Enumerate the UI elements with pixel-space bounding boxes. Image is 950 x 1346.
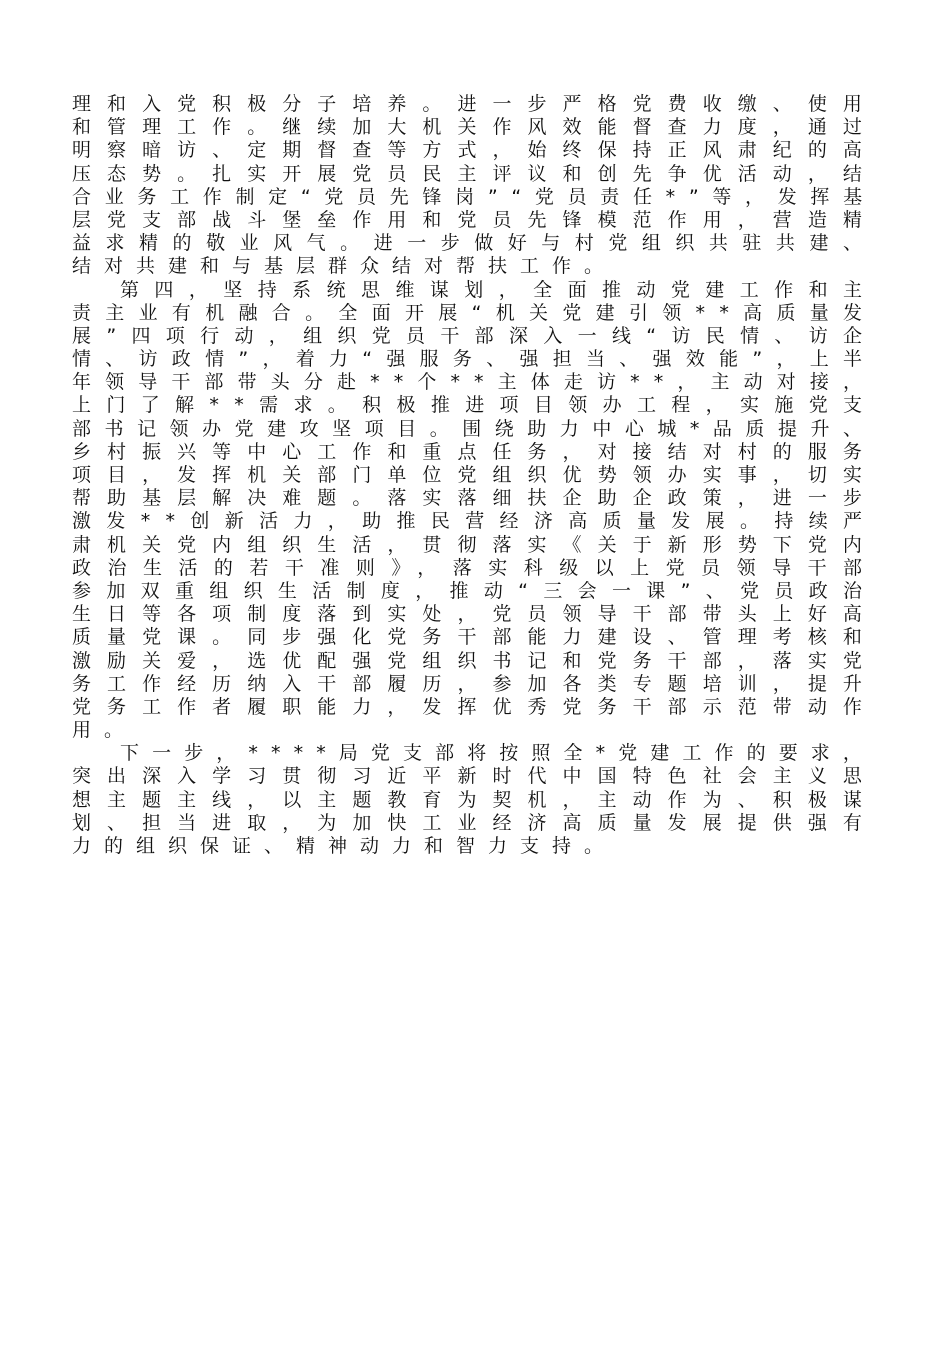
text-line: 力的组织保证、精神动力和智力支持。: [72, 835, 617, 857]
text-line: 生日等各项制度落到实处，党员领导干部带头上好高: [72, 603, 878, 626]
text-line: 党务工作者履职能力，发挥优秀党务干部示范带动作: [72, 695, 878, 718]
text-line: 上门了解**需求。积极推进项目领办工程，实施党支: [72, 394, 878, 417]
text-line: 合业务工作制定“党员先锋岗”“党员责任*”等，发挥基: [72, 185, 876, 208]
text-line: 帮助基层解决难题。落实落细扶企助企政策，进一步: [72, 487, 878, 510]
text-line: 想主题主线，以主题教育为契机，主动作为、积极谋: [72, 788, 878, 811]
text-line: 压态势。扎实开展党员民主评议和创先争优活动，结: [72, 162, 878, 185]
text-line: 项目，发挥机关部门单位党组织优势领办实事，切实: [72, 464, 878, 486]
text-line: 益求精的敬业风气。进一步做好与村党组织共驻共建、: [72, 232, 877, 255]
text-line: 务工作经历纳入干部履历，参加各类专题培训，提升: [72, 672, 878, 695]
text-line: 部书记领办党建攻坚项目。围绕助力中心城*品质提升、: [72, 417, 876, 440]
text-line: 突出深入学习贯彻习近平新时代中国特色社会主义思: [72, 765, 878, 788]
text-line: 结对共建和与基层群众结对帮扶工作。: [72, 255, 617, 278]
text-line: 和管理工作。继续加大机关作风效能督查力度，通过: [72, 116, 878, 139]
text-line: 激励关爱，选优配强党组织书记和党务干部，落实党: [72, 649, 878, 672]
text-line: 激发**创新活力，助推民营经济高质量发展。持续严: [72, 510, 878, 533]
text-line: 理和入党积极分子培养。进一步严格党费收缴、使用: [72, 93, 878, 115]
paragraph-first-line: 下一步，****局党支部将按照全*党建工作的要求，: [120, 742, 876, 765]
text-line: 肃机关党内组织生活，贯彻落实《关于新形势下党内: [72, 533, 878, 556]
text-line: 政治生活的若干准则》，落实科级以上党员领导干部: [72, 556, 879, 579]
text-line: 乡村振兴等中心工作和重点任务，对接结对村的服务: [72, 440, 878, 463]
text-line: 年领导干部带头分赴**个**主体走访**，主动对接，: [72, 371, 877, 394]
text-line: 层党支部战斗堡垒作用和党员先锋模范作用，营造精: [72, 208, 878, 231]
text-line: 参加双重组织生活制度，推动“三会一课”、党员政治: [72, 579, 878, 602]
text-line: 质量党课。同步强化党务干部能力建设、管理考核和: [72, 626, 878, 649]
body-text: [72, 93, 879, 858]
text-line: 明察暗访、定期督查等方式，始终保持正风肃纪的高: [72, 139, 878, 162]
text-line: 展”四项行动，组织党员干部深入一线“访民情、访企: [72, 324, 878, 347]
text-line: 划、担当进取，为加快工业经济高质量发展提供强有: [72, 811, 878, 834]
text-line: 责主业有机融合。全面开展“机关党建引领**高质量发: [72, 301, 877, 324]
text-line: 用。: [72, 719, 137, 742]
paragraph-first-line: 第四，坚持系统思维谋划，全面推动党建工作和主: [120, 278, 878, 301]
text-line: 情、访政情”，着力“强服务、强担当、强效能”，上半: [72, 348, 877, 371]
